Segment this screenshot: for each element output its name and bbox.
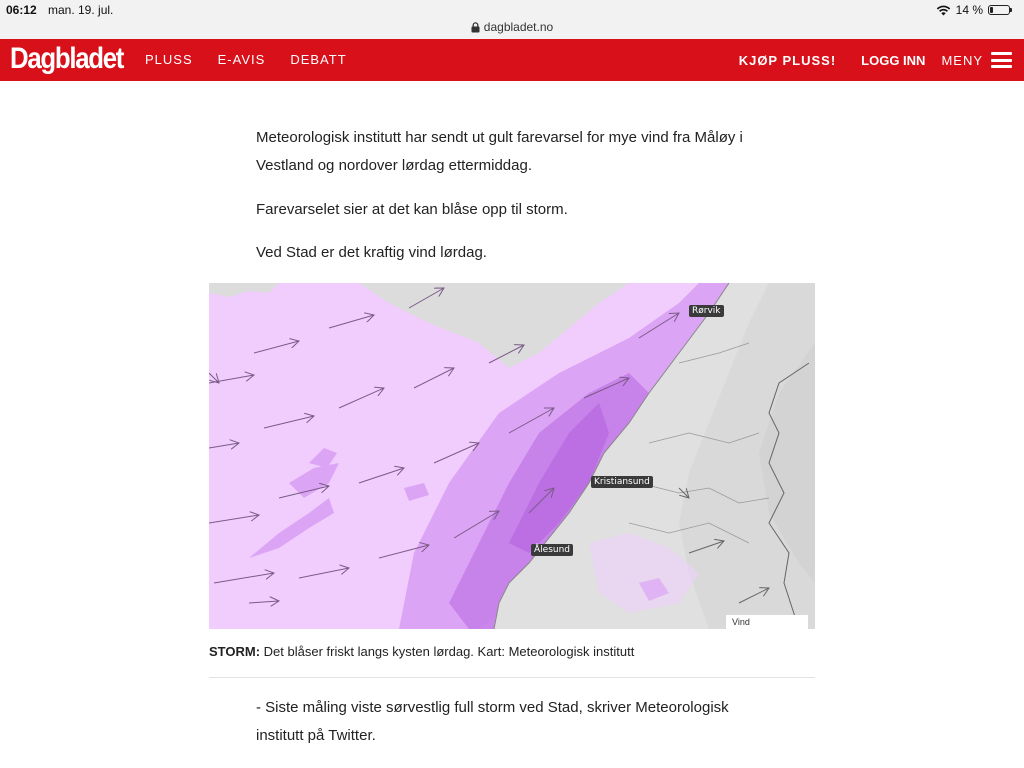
status-right bbox=[936, 3, 1010, 17]
article-paragraph-1-wrap bbox=[256, 124, 776, 180]
caption-label: STORM: bbox=[209, 644, 261, 659]
map-caption bbox=[209, 644, 634, 659]
url-bar[interactable] bbox=[0, 20, 1024, 39]
article-paragraph-2-wrap bbox=[256, 196, 776, 224]
primary-nav bbox=[145, 52, 347, 67]
battery-percent: 14 % bbox=[955, 3, 983, 17]
caption-divider bbox=[209, 677, 815, 678]
map-legend-label: Vind bbox=[732, 617, 750, 627]
menu-button[interactable] bbox=[941, 52, 1012, 68]
url-domain[interactable]: dagbladet.no bbox=[483, 20, 554, 34]
map-legend bbox=[726, 615, 808, 629]
nav-link-debatt[interactable]: DEBATT bbox=[290, 52, 347, 67]
wind-map[interactable] bbox=[209, 283, 815, 629]
article-paragraph: Ved Stad er det kraftig vind lørdag. bbox=[256, 244, 487, 261]
nav-link-eavis[interactable]: E-AVIS bbox=[217, 52, 266, 67]
article-paragraph-3-wrap bbox=[256, 239, 776, 267]
article-paragraph: Meteorologisk institutt har sendt ut gult farevarsel for mye vind fra Måløy i Vestland og nordover lørdag ettermiddag. bbox=[256, 129, 743, 174]
article-paragraph: Farevarselet sier at det kan blåse opp til storm. bbox=[256, 201, 568, 218]
buy-pluss-link[interactable]: KJØP PLUSS! bbox=[738, 52, 837, 68]
map-label-kristiansund: Kristiansund bbox=[591, 476, 653, 488]
map-label-rorvik: Rørvik bbox=[689, 305, 724, 317]
status-time: 06:12 bbox=[6, 3, 37, 17]
wifi-icon bbox=[936, 5, 951, 16]
article-paragraph-4-wrap bbox=[256, 694, 776, 750]
site-header bbox=[0, 39, 1024, 81]
map-label-alesund: Ålesund bbox=[531, 544, 573, 556]
nav-link-pluss[interactable]: PLUSS bbox=[145, 52, 193, 67]
wind-map-graphic bbox=[209, 283, 815, 629]
login-link[interactable]: LOGG INN bbox=[861, 52, 926, 68]
caption-text: Det blåser friskt langs kysten lørdag. Kart: Meteorologisk institutt bbox=[263, 644, 635, 659]
battery-icon bbox=[988, 5, 1010, 15]
article-paragraph: - Siste måling viste sørvestlig full storm ved Stad, skriver Meteorologisk institutt på Twitter. bbox=[256, 699, 729, 744]
lock-icon bbox=[471, 22, 480, 33]
status-date: man. 19. jul. bbox=[48, 3, 114, 17]
dagbladet-logo[interactable]: Dagbladet bbox=[10, 42, 124, 75]
secondary-nav bbox=[739, 52, 1012, 68]
battery-level bbox=[990, 7, 993, 13]
hamburger-icon bbox=[991, 52, 1012, 68]
status-bar bbox=[0, 0, 1024, 20]
menu-label: MENY bbox=[941, 52, 983, 68]
